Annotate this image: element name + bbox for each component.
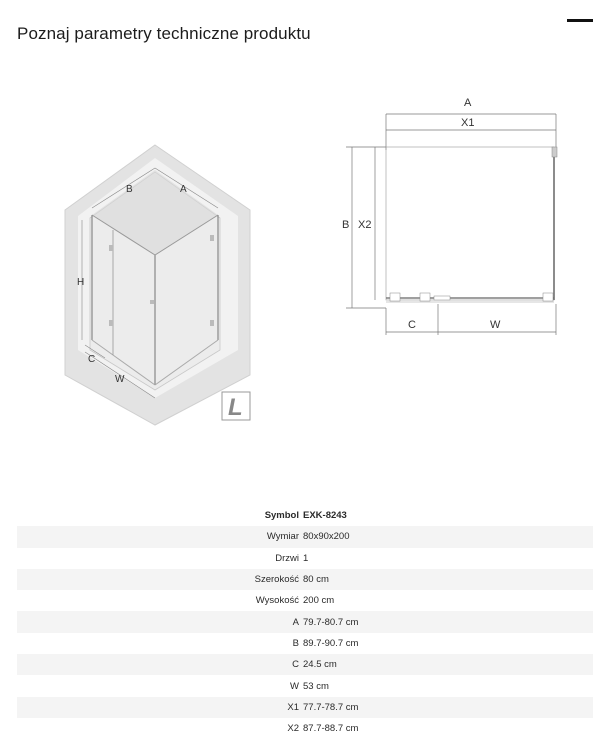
plan-label-x1: X1	[461, 117, 475, 129]
spec-label: Szerokość	[254, 574, 299, 586]
spec-value: 77.7-78.7 cm	[303, 701, 359, 713]
specs-table	[17, 505, 593, 739]
spec-row-x2	[17, 718, 593, 739]
spec-value: 80 cm	[303, 574, 329, 586]
plan-label-x2: X2	[358, 219, 372, 231]
spec-row-b	[17, 633, 593, 654]
plan-dimension-diagram	[338, 90, 568, 340]
spec-value: 200 cm	[303, 595, 335, 607]
spec-value: 87.7-88.7 cm	[303, 723, 359, 735]
spec-label: A	[292, 616, 299, 628]
l-shape-badge: L	[228, 394, 243, 421]
spec-row-symbol	[17, 505, 593, 526]
spec-label: B	[292, 637, 299, 649]
spec-value: 24.5 cm	[303, 659, 337, 671]
plan-label-c: C	[408, 319, 416, 331]
spec-value: 89.7-90.7 cm	[303, 637, 359, 649]
spec-value: 80x90x200	[303, 531, 350, 543]
spec-value: 1	[303, 552, 309, 564]
iso-label-h: H	[77, 277, 85, 288]
plan-label-b: B	[342, 219, 350, 231]
spec-value: 53 cm	[303, 680, 329, 692]
spec-row-wymiar	[17, 526, 593, 547]
iso-label-c: C	[88, 354, 96, 365]
plan-label-a: A	[464, 97, 472, 109]
isometric-shower-diagram	[60, 140, 260, 430]
spec-label: W	[290, 680, 299, 692]
spec-label: Wymiar	[266, 531, 299, 543]
iso-label-w: W	[115, 374, 125, 385]
spec-value: 79.7-80.7 cm	[303, 616, 359, 628]
spec-label: C	[292, 659, 299, 671]
iso-label-a: A	[180, 184, 187, 195]
spec-row-c	[17, 654, 593, 675]
spec-label: X2	[287, 723, 299, 735]
spec-value: EXK-8243	[303, 510, 347, 522]
spec-label: Wysokość	[255, 595, 299, 607]
spec-row-x1	[17, 697, 593, 718]
spec-row-szerokosc	[17, 569, 593, 590]
spec-label: Symbol	[264, 510, 299, 522]
hamburger-icon[interactable]	[567, 19, 593, 22]
page-title: Poznaj parametry techniczne produktu	[17, 24, 311, 43]
plan-label-w: W	[490, 319, 501, 331]
spec-row-wysokosc	[17, 590, 593, 611]
spec-label: Drzwi	[275, 552, 299, 564]
spec-label: X1	[287, 701, 299, 713]
iso-label-b: B	[126, 184, 133, 195]
spec-row-drzwi	[17, 548, 593, 569]
spec-row-w	[17, 675, 593, 696]
spec-row-a	[17, 611, 593, 632]
